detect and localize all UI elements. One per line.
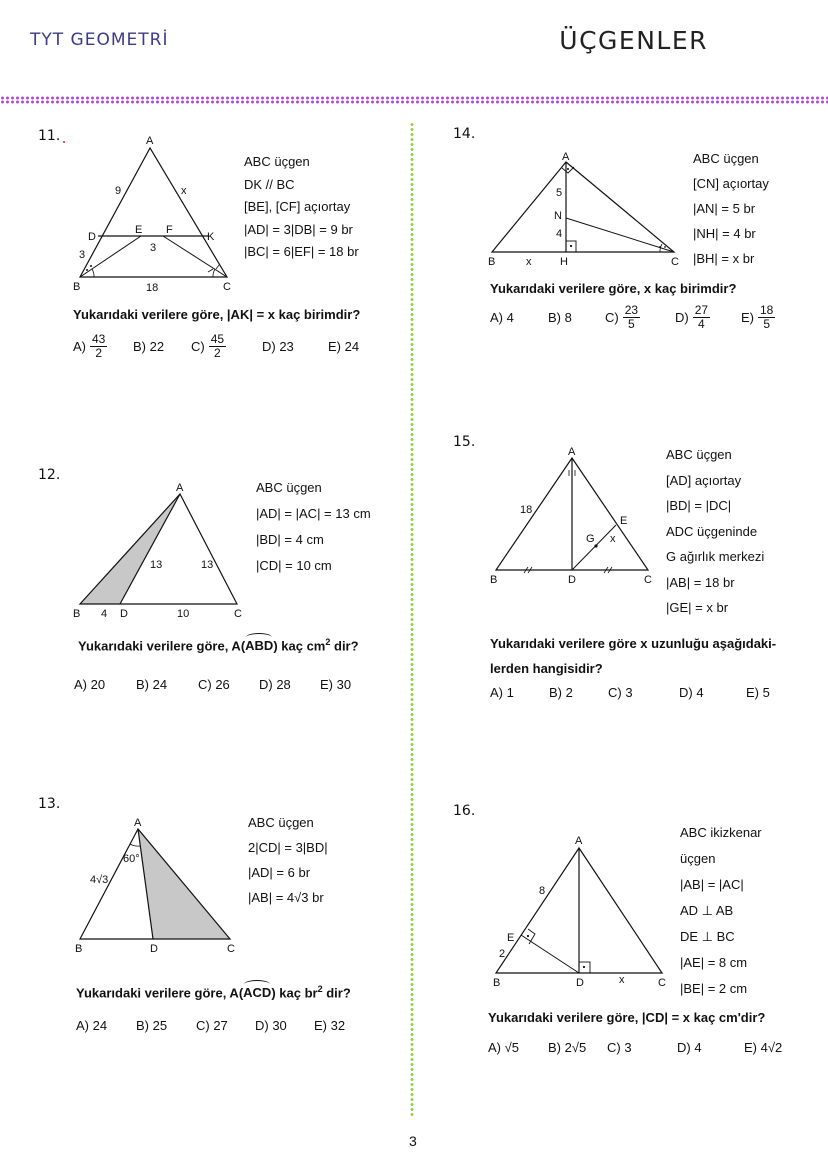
q12-label-A: A bbox=[176, 482, 184, 494]
q16-given-6: |AE| = 8 cm bbox=[680, 955, 748, 970]
q14-option-c-frac: $\frac{23}{5}$ bbox=[624, 303, 639, 331]
q11-option-d[interactable]: D) 23 bbox=[262, 339, 294, 354]
q14-label-C: C bbox=[671, 256, 679, 268]
q11-option-c-frac: $\frac{45}{2}$ bbox=[210, 332, 225, 360]
q13-label-A: A bbox=[134, 817, 142, 829]
q11-given bbox=[244, 151, 359, 264]
q15-given-2: [AD] açıortay bbox=[666, 472, 742, 488]
q13-given-1: ABC üçgen bbox=[248, 815, 314, 830]
q11-label-B: B bbox=[73, 281, 81, 293]
q12-label-4: 4 bbox=[101, 608, 108, 620]
q15-option-d[interactable]: D) 4 bbox=[679, 685, 704, 700]
q15-options bbox=[490, 685, 770, 700]
q16-option-b[interactable]: B) 2√5 bbox=[548, 1040, 587, 1055]
q13-option-d[interactable]: D) 30 bbox=[255, 1018, 287, 1033]
q16-label-x: x bbox=[619, 974, 625, 986]
q11-options bbox=[73, 333, 359, 360]
q13-option-b[interactable]: B) 25 bbox=[136, 1018, 168, 1033]
q14-option-c-label: C) bbox=[605, 310, 619, 325]
q16-number: 16. bbox=[453, 803, 476, 819]
q12-option-e[interactable]: E) 30 bbox=[320, 677, 352, 692]
q14-question: Yukarıdaki verilere göre, x kaç birimdir? bbox=[490, 281, 737, 296]
page-number: 3 bbox=[409, 1133, 417, 1149]
q15-question bbox=[490, 631, 776, 681]
q11-label-9: 9 bbox=[115, 185, 122, 197]
q13-option-e[interactable]: E) 32 bbox=[314, 1018, 346, 1033]
q15-label-C: C bbox=[644, 574, 652, 586]
q16-label-8: 8 bbox=[539, 885, 546, 897]
q13-label-angle: 60° bbox=[123, 853, 140, 865]
q14-label-A: A bbox=[562, 151, 570, 163]
q14-given-4: |NH| = 4 br bbox=[693, 226, 756, 241]
q12-given-4: |CD| = 10 cm bbox=[256, 558, 332, 573]
q11-given-3: [BE], [CF] açıortay bbox=[244, 199, 351, 214]
q15-option-e[interactable]: E) 5 bbox=[746, 685, 770, 700]
q16-given-5: DE ⊥ BC bbox=[680, 929, 735, 944]
q13-label-C: C bbox=[227, 943, 235, 955]
q16-label-C: C bbox=[658, 977, 666, 989]
q12-given-3: |BD| = 4 cm bbox=[256, 532, 324, 547]
q11-question: Yukarıdaki verilere göre, |AK| = x kaç birimdir? bbox=[73, 307, 361, 322]
q11-option-a-label: A) bbox=[73, 339, 86, 354]
q12-figure bbox=[70, 480, 250, 625]
q11-label-3-mid: 3 bbox=[150, 242, 157, 254]
q16-option-c[interactable]: C) 3 bbox=[607, 1040, 632, 1055]
q13-given bbox=[248, 810, 328, 910]
q11-given-2: DK // BC bbox=[244, 176, 295, 192]
q11-label-18: 18 bbox=[146, 282, 159, 294]
q16-given bbox=[680, 820, 762, 1002]
q12-question: Yukarıdaki verilere göre, A( ABD) kaç $cm^2$ dir? bbox=[78, 637, 359, 653]
q12-option-c[interactable]: C) 26 bbox=[198, 677, 230, 692]
q12-label-10: 10 bbox=[177, 608, 190, 620]
q11-label-x: x bbox=[181, 185, 187, 197]
q11-label-K: K bbox=[207, 231, 215, 243]
q16-option-d[interactable]: D) 4 bbox=[677, 1040, 702, 1055]
q11-option-c-label: C) bbox=[191, 339, 205, 354]
header-subject: TYT GEOMETRİ bbox=[30, 30, 169, 50]
q15-question-line1: Yukarıdaki verilere göre x uzunluğu aşağıdaki- bbox=[490, 636, 777, 651]
q11-given-5: |BC| = 6|EF| = 18 br bbox=[244, 244, 359, 259]
header-topic: ÜÇGENLER bbox=[559, 26, 708, 55]
q13-label-D: D bbox=[150, 943, 158, 955]
q15-option-c[interactable]: C) 3 bbox=[608, 685, 633, 700]
q12-label-B: B bbox=[73, 608, 81, 620]
q13-label-AB: 4√3 bbox=[90, 874, 109, 886]
q15-figure bbox=[486, 440, 666, 590]
q12-label-C: C bbox=[234, 608, 242, 620]
q14-given-3: |AN| = 5 br bbox=[693, 201, 756, 216]
q12-label-13-right: 13 bbox=[201, 559, 214, 571]
q15-label-E: E bbox=[620, 515, 628, 527]
q14-label-5: 5 bbox=[556, 187, 563, 199]
q12-given-1: ABC üçgen bbox=[256, 480, 322, 495]
q11-given-4: |AD| = 3|DB| = 9 br bbox=[244, 221, 353, 237]
q15-given bbox=[666, 442, 764, 621]
q16-figure bbox=[488, 830, 678, 995]
q11-label-3-side: 3 bbox=[79, 249, 86, 261]
q16-options bbox=[488, 1040, 782, 1055]
q14-given-1: ABC üçgen bbox=[693, 151, 759, 166]
q15-label-G: G bbox=[586, 533, 595, 545]
q15-option-a[interactable]: A) 1 bbox=[490, 685, 514, 700]
q11-given-1: ABC üçgen bbox=[244, 154, 310, 169]
q15-number: 15. bbox=[453, 434, 476, 450]
q13-given-2: 2|CD| = 3|BD| bbox=[248, 840, 328, 855]
q14-label-x: x bbox=[526, 256, 532, 268]
q14-given bbox=[693, 146, 769, 271]
q13-given-4: |AB| = 4√3 br bbox=[248, 890, 324, 905]
q15-given-1: ABC üçgen bbox=[666, 447, 732, 462]
q16-given-1: ABC ikizkenar bbox=[680, 825, 762, 840]
q16-label-D: D bbox=[576, 977, 584, 989]
q14-label-B: B bbox=[488, 256, 496, 268]
q13-number: 13. bbox=[38, 796, 61, 812]
q16-option-a[interactable]: A) √5 bbox=[488, 1040, 519, 1055]
q15-label-B: B bbox=[490, 574, 498, 586]
stray-mark bbox=[63, 141, 65, 143]
q15-given-3: |BD| = |DC| bbox=[666, 498, 732, 513]
q15-label-D: D bbox=[568, 574, 576, 586]
q14-given-5: |BH| = x br bbox=[693, 251, 755, 266]
q13-label-B: B bbox=[75, 943, 83, 955]
q16-label-B: B bbox=[493, 977, 501, 989]
q12-option-b[interactable]: B) 24 bbox=[136, 677, 168, 692]
q15-label-18: 18 bbox=[520, 504, 533, 516]
q11-label-E: E bbox=[135, 224, 143, 236]
q11-label-F: F bbox=[166, 224, 173, 236]
column-divider bbox=[410, 122, 414, 1117]
q14-option-d-frac: $\frac{27}{4}$ bbox=[694, 303, 709, 331]
q12-option-a[interactable]: A) 20 bbox=[74, 677, 106, 692]
q11-label-D: D bbox=[88, 231, 96, 243]
q13-option-a[interactable]: A) 24 bbox=[76, 1018, 108, 1033]
q14-given-2: [CN] açıortay bbox=[693, 176, 769, 191]
q14-number: 14. bbox=[453, 126, 476, 142]
q16-option-e[interactable]: E) 4√2 bbox=[744, 1040, 783, 1055]
q11-option-e[interactable]: E) 24 bbox=[328, 339, 360, 354]
q16-question: Yukarıdaki verilere göre, |CD| = x kaç cm'dir? bbox=[488, 1010, 766, 1025]
q16-given-3: |AB| = |AC| bbox=[680, 877, 744, 892]
q14-option-e[interactable] bbox=[741, 304, 775, 331]
q14-options bbox=[490, 304, 775, 331]
q16-label-E: E bbox=[507, 932, 515, 944]
q13-options bbox=[76, 1018, 345, 1033]
q11-option-c[interactable] bbox=[191, 333, 262, 360]
q14-option-b[interactable]: B) 8 bbox=[548, 310, 572, 325]
q14-option-d[interactable] bbox=[675, 304, 741, 331]
q14-option-c[interactable] bbox=[605, 304, 675, 331]
q11-option-a-frac: $\frac{43}{2}$ bbox=[92, 332, 106, 360]
q11-number: 11. bbox=[38, 128, 61, 144]
q11-option-a[interactable] bbox=[73, 333, 133, 360]
q15-given-7: |GE| = x br bbox=[666, 600, 729, 615]
q14-label-H: H bbox=[560, 256, 568, 268]
q12-label-D: D bbox=[120, 608, 128, 620]
q14-option-e-label: E) bbox=[741, 310, 754, 325]
q16-given-7: |BE| = 2 cm bbox=[680, 981, 748, 996]
q15-option-b[interactable]: B) 2 bbox=[549, 685, 573, 700]
q14-option-e-frac: $\frac{18}{5}$ bbox=[760, 303, 774, 331]
q15-label-A: A bbox=[568, 446, 576, 458]
q11-label-C: C bbox=[223, 281, 231, 293]
q15-given-4: ADC üçgeninde bbox=[666, 523, 758, 539]
q12-given-2: |AD| = |AC| = 13 cm bbox=[256, 506, 371, 521]
q15-question-line2: lerden hangisidir? bbox=[490, 661, 603, 676]
q15-label-x: x bbox=[610, 533, 616, 545]
q13-given-3: |AD| = 6 br bbox=[248, 865, 311, 880]
q16-label-2: 2 bbox=[499, 948, 506, 960]
q16-label-A: A bbox=[575, 835, 583, 847]
q13-question: Yukarıdaki verilere göre, A( ACD) kaç $br^2$ dir? bbox=[76, 984, 351, 1000]
q13-figure bbox=[70, 815, 250, 960]
header-divider bbox=[0, 96, 828, 104]
q12-label-13-left: 13 bbox=[150, 559, 163, 571]
q15-given-5: G ağırlık merkezi bbox=[666, 549, 765, 564]
q15-given-6: |AB| = 18 br bbox=[666, 574, 735, 590]
q14-label-4: 4 bbox=[556, 228, 563, 240]
q12-option-d[interactable]: D) 28 bbox=[259, 677, 291, 692]
q14-option-a[interactable]: A) 4 bbox=[490, 310, 514, 325]
q12-options bbox=[74, 677, 351, 692]
q16-given-4: AD ⊥ AB bbox=[680, 903, 734, 918]
q11-option-b[interactable]: B) 22 bbox=[133, 339, 165, 354]
q12-number: 12. bbox=[38, 467, 61, 483]
q14-figure bbox=[484, 148, 689, 273]
q14-label-N: N bbox=[554, 210, 562, 222]
q14-option-d-label: D) bbox=[675, 310, 689, 325]
q13-option-c[interactable]: C) 27 bbox=[196, 1018, 228, 1033]
q11-label-A: A bbox=[146, 135, 154, 147]
q12-given bbox=[256, 475, 371, 579]
q11-figure bbox=[70, 130, 250, 295]
q16-given-2: üçgen bbox=[680, 851, 716, 866]
